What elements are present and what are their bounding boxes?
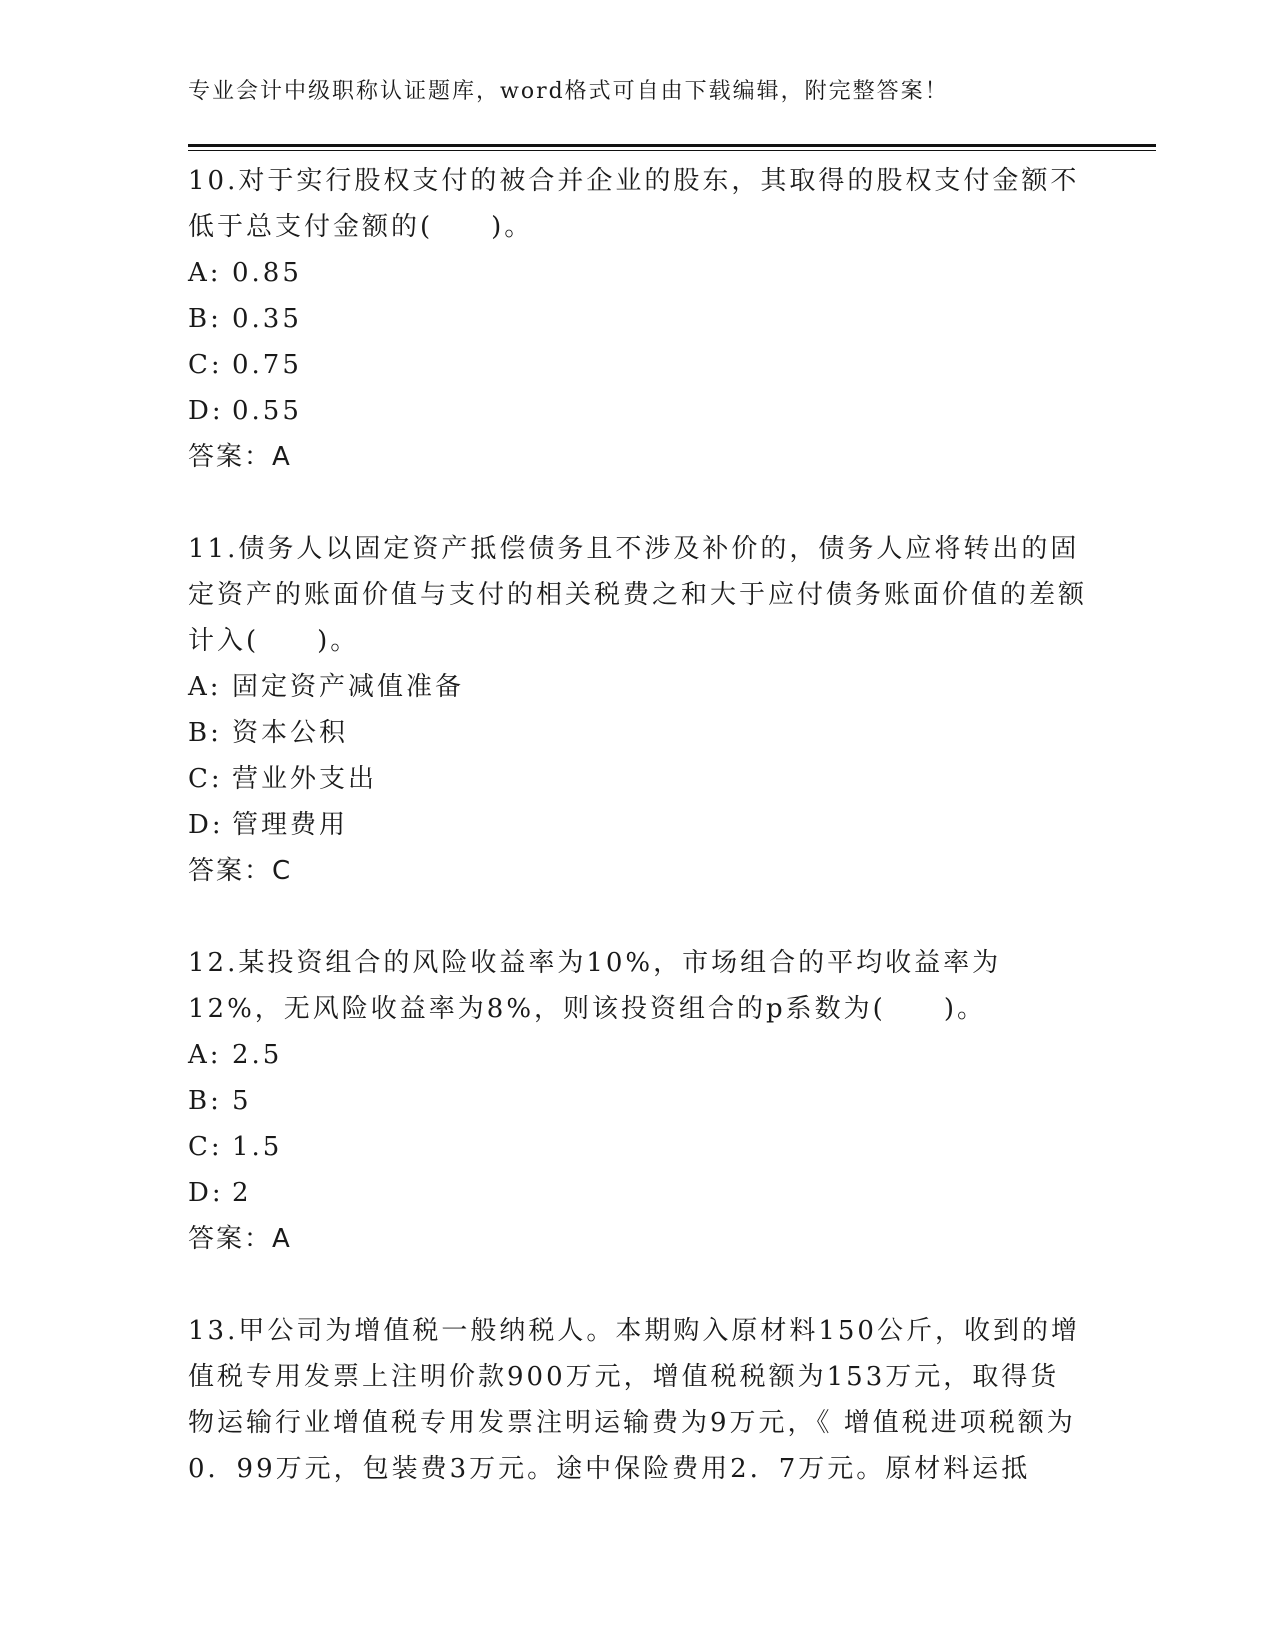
option-text: 0.35 [232, 304, 302, 334]
option-c [188, 756, 1088, 802]
option-text: 5 [232, 1086, 252, 1116]
question-block-11 [188, 526, 1088, 894]
option-key: B: [188, 718, 222, 748]
page-header: 专业会计中级职称认证题库，word格式可自由下载编辑，附完整答案！ [188, 79, 949, 104]
option-text: 管理费用 [232, 810, 349, 840]
question-text: 12.某投资组合的风险收益率为10%，市场组合的平均收益率为12%，无风险收益率为8%，则该投资组合的p系数为( )。 [188, 948, 1002, 1024]
option-c [188, 342, 1088, 388]
option-text: 0.55 [232, 396, 302, 426]
option-a [188, 1032, 1088, 1078]
option-text: 2 [232, 1178, 252, 1208]
option-text: 1.5 [232, 1132, 283, 1162]
option-c [188, 1124, 1088, 1170]
option-key: B: [188, 1086, 222, 1116]
option-key: C: [188, 764, 223, 794]
option-key: D: [188, 396, 224, 426]
option-text: 营业外支出 [232, 764, 378, 794]
header-rule-thin [188, 150, 1156, 151]
option-d [188, 802, 1088, 848]
question-text: 13.甲公司为增值税一般纳税人。本期购入原材料150公斤，收到的增值税专用发票上注明价款900万元，增值税税额为153万元，取得货物运输行业增值税专用发票注明运输费为9万元，《 增值税进项税额为0．99万元，包装费3万元。途中保险费用2．7万元。原材料运抵 [188, 1316, 1080, 1484]
option-key: A: [188, 1040, 222, 1070]
answer-line: 答案：A [188, 442, 292, 472]
answer-line: 答案：C [188, 856, 293, 886]
option-key: C: [188, 1132, 223, 1162]
option-b [188, 1078, 1088, 1124]
option-d [188, 1170, 1088, 1216]
question-list [188, 158, 1088, 1492]
option-text: 0.85 [232, 258, 302, 288]
answer-line: 答案：A [188, 1224, 292, 1254]
option-key: A: [188, 258, 222, 288]
question-block-10 [188, 158, 1088, 480]
option-key: D: [188, 1178, 224, 1208]
option-b [188, 710, 1088, 756]
option-text: 0.75 [232, 350, 302, 380]
option-key: C: [188, 350, 223, 380]
option-key: B: [188, 304, 222, 334]
option-b [188, 296, 1088, 342]
option-text: 资本公积 [232, 718, 349, 748]
option-a [188, 664, 1088, 710]
question-text: 11.债务人以固定资产抵偿债务且不涉及补价的，债务人应将转出的固定资产的账面价值与支付的相关税费之和大于应付债务账面价值的差额计入( )。 [188, 534, 1088, 656]
option-text: 2.5 [232, 1040, 283, 1070]
option-a [188, 250, 1088, 296]
option-d [188, 388, 1088, 434]
header-rule-thick [188, 144, 1156, 147]
option-key: A: [188, 672, 222, 702]
question-text: 10.对于实行股权支付的被合并企业的股东，其取得的股权支付金额不低于总支付金额的( )。 [188, 166, 1080, 242]
question-block-13 [188, 1308, 1088, 1492]
option-key: D: [188, 810, 224, 840]
option-text: 固定资产减值准备 [232, 672, 465, 702]
question-block-12 [188, 940, 1088, 1262]
